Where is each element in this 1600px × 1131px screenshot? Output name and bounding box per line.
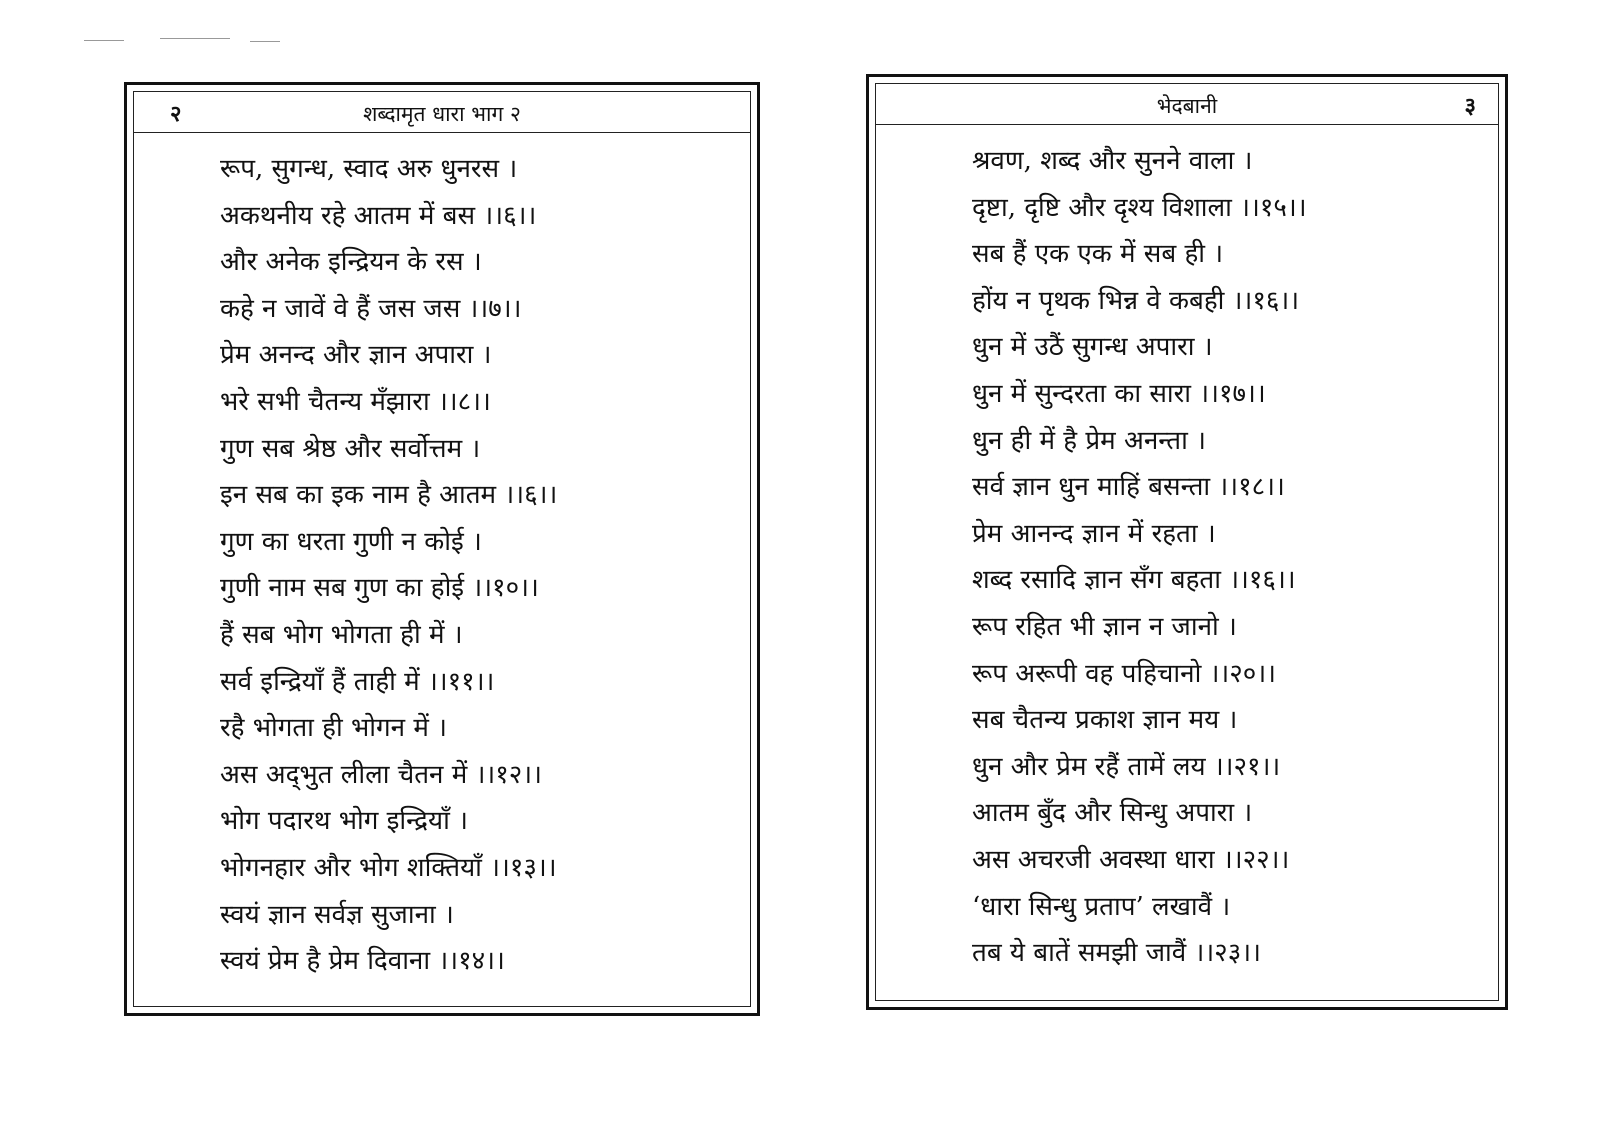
right-page-frame bbox=[875, 83, 1499, 1001]
verse-line: श्रवण, शब्द और सुनने वाला । bbox=[972, 146, 1253, 176]
verse-line: भोगनहार और भोग शक्तियाँ ।।१३।। bbox=[220, 852, 557, 883]
verse-line: सब चैतन्य प्रकाश ज्ञान मय । bbox=[972, 705, 1238, 736]
left-page-number: २ bbox=[170, 101, 182, 127]
verse-line: धुन में उठैं सुगन्ध अपारा । bbox=[972, 332, 1213, 363]
verse-line: हैं सब भोग भोगता ही में । bbox=[220, 619, 463, 650]
left-verse-list bbox=[220, 146, 690, 985]
verse-line: स्वयं ज्ञान सर्वज्ञ सुजाना । bbox=[220, 899, 454, 930]
verse-line: रूप, सुगन्ध, स्वाद अरु धुनरस । bbox=[220, 154, 518, 184]
verse-line: कहे न जावें वे हैं जस जस ।।७।। bbox=[220, 293, 522, 324]
verse-line: होंय न पृथक भिन्न वे कबही ।।१६।। bbox=[972, 285, 1300, 316]
verse-line: रहै भोगता ही भोगन में । bbox=[220, 713, 447, 744]
verse-line: रूप रहित भी ज्ञान न जानो । bbox=[972, 611, 1237, 642]
left-page-frame bbox=[133, 91, 751, 1007]
verse-line: अकथनीय रहे आतम में बस ।।६।। bbox=[220, 200, 537, 231]
verse-line: शब्द रसादि ज्ञान सँग बहता ।।१६।। bbox=[972, 565, 1296, 596]
verse-line: अस अचरजी अवस्था धारा ।।२२।। bbox=[972, 844, 1290, 875]
verse-line: धुन ही में है प्रेम अनन्ता । bbox=[972, 425, 1206, 456]
verse-line: धुन में सुन्दरता का सारा ।।१७।। bbox=[972, 378, 1266, 409]
verse-line: सब हैं एक एक में सब ही । bbox=[972, 239, 1224, 270]
verse-line: भरे सभी चैतन्य मँझारा ।।८।। bbox=[220, 386, 491, 417]
verse-line: इन सब का इक नाम है आतम ।।६।। bbox=[220, 480, 558, 511]
verse-line: गुण सब श्रेष्ठ और सर्वोत्तम । bbox=[220, 433, 481, 464]
verse-line: प्रेम अनन्द और ज्ञान अपारा । bbox=[220, 340, 492, 371]
verse-line: स्वयं प्रेम है प्रेम दिवाना ।।१४।। bbox=[220, 946, 505, 977]
verse-line: अस अद्‌भुत लीला चैतन में ।।१२।। bbox=[220, 759, 543, 790]
verse-line: आतम बुँद और सिन्धु अपारा । bbox=[972, 798, 1253, 829]
verse-line: धुन और प्रेम रहैं तामें लय ।।२१।। bbox=[972, 751, 1281, 782]
right-verse-list bbox=[972, 138, 1442, 977]
left-page bbox=[124, 82, 760, 1016]
verse-line: तब ये बातें समझी जावैं ।।२३।। bbox=[972, 938, 1261, 969]
right-page bbox=[866, 74, 1508, 1010]
verse-line: सर्व इन्द्रियाँ हैं ताही में ।।११।। bbox=[220, 666, 495, 697]
verse-line: प्रेम आनन्द ज्ञान में रहता । bbox=[972, 518, 1216, 549]
verse-line: सर्व ज्ञान धुन माहिं बसन्ता ।।१८।। bbox=[972, 472, 1285, 503]
right-page-title: भेदबानी bbox=[1156, 94, 1218, 118]
verse-line: रूप अरूपी वह पहिचानो ।।२०।। bbox=[972, 658, 1277, 689]
verse-line: भोग पदारथ भोग इन्द्रियाँ । bbox=[220, 806, 468, 837]
left-page-header bbox=[134, 92, 750, 133]
verse-line: गुण का धरता गुणी न कोई । bbox=[220, 526, 482, 557]
verse-line: और अनेक इन्द्रियन के रस । bbox=[220, 247, 482, 278]
verse-line: ‘धारा सिन्धु प्रताप’ लखावैं । bbox=[972, 891, 1231, 922]
right-page-number: ३ bbox=[1464, 93, 1476, 119]
verse-line: दृष्टा, दृष्टि और दृश्य विशाला ।।१५।। bbox=[972, 192, 1307, 223]
right-page-header bbox=[876, 84, 1498, 125]
left-page-title: शब्दामृत धारा भाग २ bbox=[363, 102, 521, 126]
verse-line: गुणी नाम सब गुण का होई ।।१०।। bbox=[220, 573, 539, 604]
